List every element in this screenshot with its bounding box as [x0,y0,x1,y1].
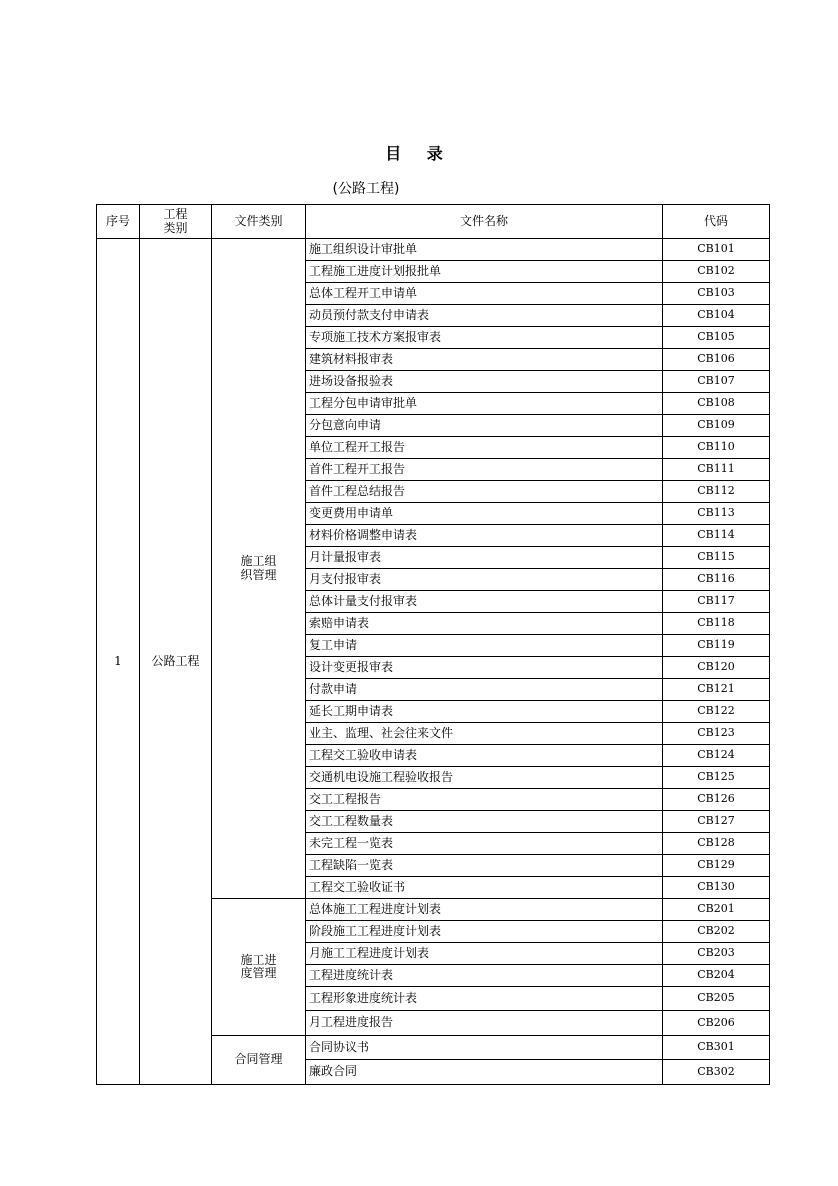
file-name-cell: 总体计量支付报审表 [306,591,663,613]
header-row [97,205,770,239]
file-name-cell: 交工工程数量表 [306,811,663,833]
file-code-cell: CB206 [663,1011,770,1036]
file-code-cell: CB107 [663,371,770,393]
header-type: 文件类别 [212,205,306,239]
file-code-cell: CB126 [663,789,770,811]
file-code-cell: CB127 [663,811,770,833]
file-type-cell [212,1036,306,1085]
file-code-cell: CB112 [663,481,770,503]
file-code-cell: CB130 [663,877,770,899]
file-name-cell: 首件工程开工报告 [306,459,663,481]
file-code-cell: CB123 [663,723,770,745]
file-code-cell: CB119 [663,635,770,657]
file-code-cell: CB109 [663,415,770,437]
file-type-cell [212,899,306,1036]
file-code-cell: CB125 [663,767,770,789]
file-type-label: 施工进度管理 [240,952,277,980]
file-code-cell: CB203 [663,943,770,965]
file-name-cell: 首件工程总结报告 [306,481,663,503]
file-name-cell: 单位工程开工报告 [306,437,663,459]
contents-table [96,204,770,1085]
file-code-cell: CB110 [663,437,770,459]
file-code-cell: CB118 [663,613,770,635]
file-name-cell: 业主、监理、社会往来文件 [306,723,663,745]
file-name-cell: 工程交工验收申请表 [306,745,663,767]
file-code-cell: CB106 [663,349,770,371]
header-seq: 序号 [97,205,140,239]
file-name-cell: 进场设备报验表 [306,371,663,393]
file-name-cell: 月施工工程进度计划表 [306,943,663,965]
file-code-cell: CB204 [663,965,770,987]
header-code: 代码 [663,205,770,239]
file-code-cell: CB301 [663,1036,770,1060]
file-code-cell: CB120 [663,657,770,679]
file-name-cell: 设计变更报审表 [306,657,663,679]
file-name-cell: 工程分包申请审批单 [306,393,663,415]
file-name-cell: 月计量报审表 [306,547,663,569]
file-code-cell: CB124 [663,745,770,767]
file-name-cell: 动员预付款支付申请表 [306,305,663,327]
file-name-cell: 变更费用申请单 [306,503,663,525]
file-name-cell: 总体施工工程进度计划表 [306,899,663,921]
file-name-cell: 月支付报审表 [306,569,663,591]
file-code-cell: CB129 [663,855,770,877]
file-type-label: 施工组织管理 [240,554,277,582]
file-code-cell: CB116 [663,569,770,591]
file-code-cell: CB201 [663,899,770,921]
file-code-cell: CB108 [663,393,770,415]
file-code-cell: CB113 [663,503,770,525]
file-code-cell: CB115 [663,547,770,569]
file-name-cell: 材料价格调整申请表 [306,525,663,547]
file-code-cell: CB111 [663,459,770,481]
page-subtitle: (公路工程) [332,181,400,197]
seq-cell: 1 [97,239,140,1085]
header-category: 工程类别 [140,205,212,239]
file-name-cell: 工程缺陷一览表 [306,855,663,877]
file-name-cell: 分包意向申请 [306,415,663,437]
file-name-cell: 廉政合同 [306,1060,663,1085]
file-code-cell: CB101 [663,239,770,261]
file-name-cell: 延长工期申请表 [306,701,663,723]
file-code-cell: CB302 [663,1060,770,1085]
table-body [97,239,770,1085]
file-code-cell: CB104 [663,305,770,327]
file-name-cell: 工程进度统计表 [306,965,663,987]
file-name-cell: 施工组织设计审批单 [306,239,663,261]
category-cell: 公路工程 [140,239,212,1085]
file-name-cell: 总体工程开工申请单 [306,283,663,305]
file-code-cell: CB202 [663,921,770,943]
file-name-cell: 阶段施工工程进度计划表 [306,921,663,943]
file-code-cell: CB103 [663,283,770,305]
header-name: 文件名称 [306,205,663,239]
file-name-cell: 建筑材料报审表 [306,349,663,371]
file-name-cell: 索赔申请表 [306,613,663,635]
file-code-cell: CB128 [663,833,770,855]
file-code-cell: CB114 [663,525,770,547]
file-type-label: 合同管理 [234,1052,283,1067]
file-code-cell: CB122 [663,701,770,723]
file-name-cell: 专项施工技术方案报审表 [306,327,663,349]
file-name-cell: 工程形象进度统计表 [306,987,663,1011]
file-code-cell: CB117 [663,591,770,613]
file-name-cell: 工程施工进度计划报批单 [306,261,663,283]
file-code-cell: CB121 [663,679,770,701]
file-name-cell: 复工申请 [306,635,663,657]
file-code-cell: CB102 [663,261,770,283]
file-type-cell [212,239,306,899]
file-name-cell: 工程交工验收证书 [306,877,663,899]
file-name-cell: 未完工程一览表 [306,833,663,855]
page-title: 目 录 [385,144,453,163]
table-row [97,239,770,261]
file-code-cell: CB205 [663,987,770,1011]
file-name-cell: 合同协议书 [306,1036,663,1060]
file-name-cell: 付款申请 [306,679,663,701]
file-name-cell: 交工工程报告 [306,789,663,811]
file-name-cell: 交通机电设施工程验收报告 [306,767,663,789]
file-name-cell: 月工程进度报告 [306,1011,663,1036]
file-code-cell: CB105 [663,327,770,349]
